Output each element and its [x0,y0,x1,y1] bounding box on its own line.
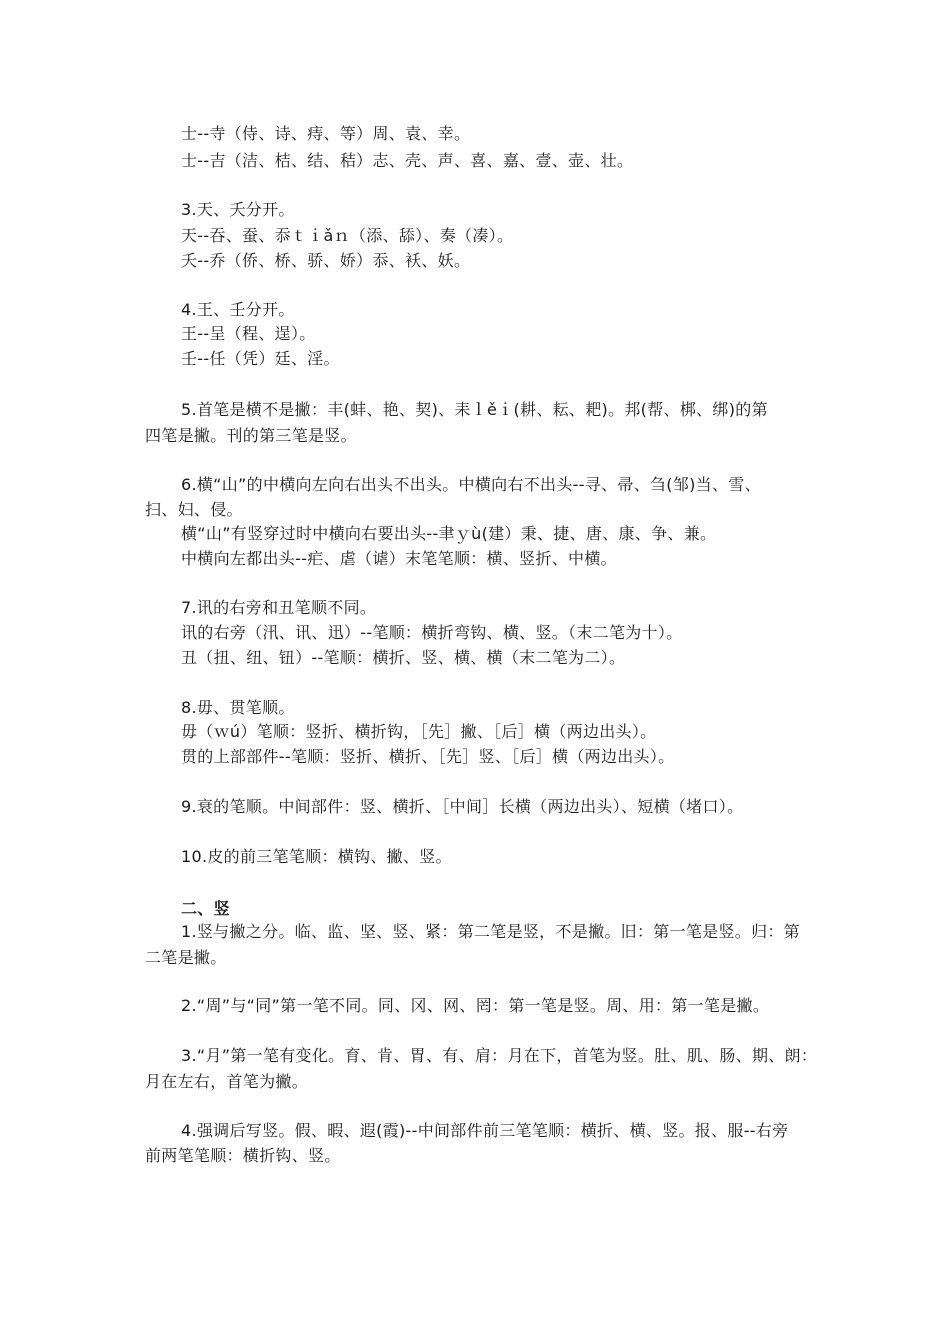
text-line: 讯的右旁（汛、讯、迅）--笔顺：横折弯钩、横、竖。（末二笔为十）。 [181,623,683,642]
text-line: 前两笔笔顺：横折钩、竖。 [145,1146,341,1165]
text-line: 士--吉（洁、桔、结、秸）志、壳、声、喜、嘉、壹、壶、壮。 [181,151,634,170]
item-heading-2: 2.“周”与“同”第一笔不同。同、冈、网、罔：第一笔是竖。周、用：第一笔是撇。 [181,996,770,1015]
item-heading-10: 10.皮的前三笔笔顺：横钩、撇、竖。 [181,847,452,866]
item-heading-4b: 4.强调后写竖。假、暇、遐(霞)--中间部件前三笔笔顺：横折、横、竖。报、服--右旁 [181,1121,789,1140]
item-heading-6: 6.横“山”的中横向左向右出头不出头。中横向右不出头--寻、帚、刍(邹)当、雪、 [181,475,761,494]
text-line: 夭--乔（侨、桥、骄、娇）忝、袄、妖。 [181,251,471,270]
text-line: 壬--任（凭）廷、淫。 [181,349,340,368]
item-heading-8: 8.毋、贯笔顺。 [181,698,295,717]
item-heading-4: 4.王、壬分开。 [181,300,295,319]
item-heading-3b: 3.“月”第一笔有变化。育、肯、胃、有、肩：月在下，首笔为竖。肚、肌、肠、期、朗： [181,1046,818,1065]
text-line: 天--吞、蚕、忝ｔｉǎｎ（添、舔）、奏（凑）。 [181,226,514,245]
text-line: 二笔是撇。 [145,948,227,967]
item-heading-7: 7.讯的右旁和丑笔顺不同。 [181,598,377,617]
text-line: 贯的上部部件--笔顺：竖折、横折、［先］竖、［后］横（两边出头）。 [181,747,675,766]
item-heading-3: 3.天、夭分开。 [181,200,295,219]
text-line: 月在左右，首笔为撇。 [145,1072,309,1091]
text-line: 毋（ｗú）笔顺：竖折、横折钩，［先］撇、［后］横（两边出头）。 [181,722,657,741]
text-line: 士--寺（侍、诗、痔、等）周、袁、幸。 [181,124,471,143]
item-heading-9: 9.衰的笔顺。中间部件：竖、横折、［中间］长横（两边出头）、短横（堵口）。 [181,797,744,816]
text-line: 中横向左都出头--疟、虐（谑）末笔笔顺：横、竖折、中横。 [181,549,617,568]
item-heading-5: 5.首笔是横不是撇：丰(蚌、艳、契)、耒ｌěｉ(耕、耘、耙)。邦(帮、梆、绑)的第 [181,400,768,419]
text-line: 横“山”有竖穿过时中横向右要出头--聿ｙù(建）秉、捷、唐、康、争、兼。 [181,524,717,543]
section-heading: 二、竖 [181,899,230,918]
text-line: 丑（扭、纽、钮）--笔顺：横折、竖、横、横（末二笔为二）。 [181,648,626,667]
item-heading-1: 1.竖与撇之分。临、监、坚、竖、紧：第二笔是竖，不是撇。旧：第一笔是竖。归：第 [181,922,800,941]
text-line: 扫、妇、侵。 [145,500,243,519]
text-line: 四笔是撇。刊的第三笔是竖。 [145,426,357,445]
text-line: 王--呈（程、逞）。 [181,324,316,343]
